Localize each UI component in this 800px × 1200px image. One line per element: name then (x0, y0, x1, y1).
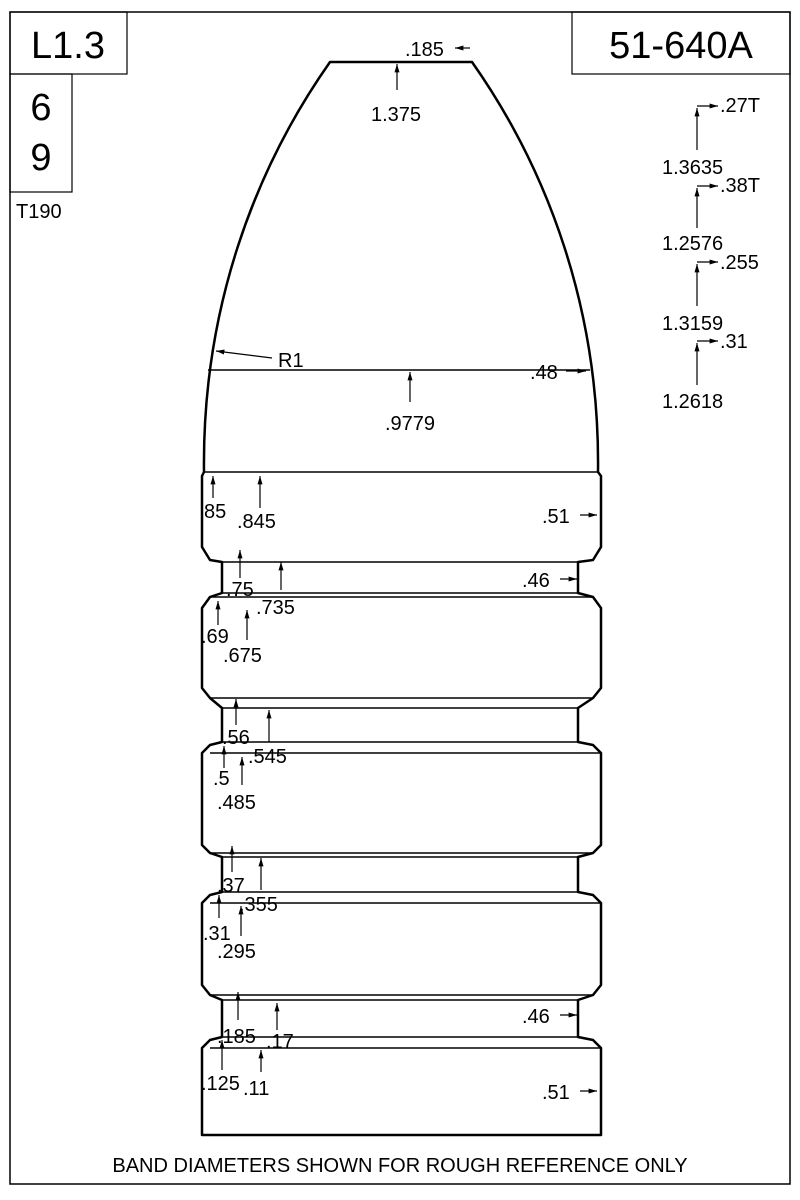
radius-label: R1 (278, 350, 304, 372)
dim-b1-dia: .51 (542, 506, 570, 528)
band-lines (204, 370, 601, 1048)
band-dimension-arrows (213, 476, 597, 1091)
dim-b1-top: 85 (204, 501, 227, 523)
dim-g1-dia: .46 (522, 570, 550, 592)
side-length-1: 1.3635 (662, 157, 724, 179)
ogive-length-label: .9779 (384, 413, 436, 435)
dim-b5-top: .125 (201, 1073, 240, 1095)
meplat-label: .185 (405, 39, 444, 61)
dim-g2-top2: .545 (248, 746, 287, 768)
dim-b3-top: .5 (213, 768, 230, 790)
nose-length-label: 1.375 (370, 104, 422, 126)
dim-g4-top: .185 (217, 1026, 256, 1048)
cavity-count-2: 9 (30, 137, 52, 179)
dim-b2-top2: .675 (223, 645, 262, 667)
dim-g3-top: .37 (217, 875, 245, 897)
dim-b5-top2: .11 (243, 1078, 270, 1100)
side-length-2: 1.2576 (662, 233, 724, 255)
footer-note: BAND DIAMETERS SHOWN FOR ROUGH REFERENCE ONLY (112, 1155, 688, 1177)
left-code: L1.3 (31, 25, 105, 67)
side-length-3: 1.3159 (662, 313, 724, 335)
side-top-4: .31 (720, 331, 748, 353)
alloy-label: T190 (16, 201, 62, 223)
cavity-count-1: 6 (30, 87, 52, 129)
dim-b5-dia: .51 (542, 1082, 570, 1104)
dim-b4-top2: .295 (217, 941, 256, 963)
side-top-1: .27T (720, 95, 761, 117)
dim-g2-top: .56 (222, 727, 250, 749)
drawing-frame (10, 12, 790, 1184)
radius-leader (216, 351, 272, 358)
dim-g3-top2: .355 (239, 894, 278, 916)
dim-b1-top2: .845 (237, 511, 276, 533)
part-number: 51-640A (609, 25, 753, 67)
dim-g4-dia: .46 (522, 1006, 550, 1028)
ogive-dia-label: .48 (530, 362, 558, 384)
dim-b4-top: .31 (203, 923, 231, 945)
dim-g1-top: .75 (226, 579, 254, 601)
dim-b2-top: .69 (201, 626, 229, 648)
dim-g1-top2: .735 (256, 597, 295, 619)
dim-b3-top2: .485 (217, 792, 256, 814)
dim-g4-top2: .17 (266, 1031, 294, 1053)
side-top-3: .255 (720, 252, 759, 274)
side-length-4: 1.2618 (662, 391, 724, 413)
side-top-2: .38T (720, 175, 761, 197)
